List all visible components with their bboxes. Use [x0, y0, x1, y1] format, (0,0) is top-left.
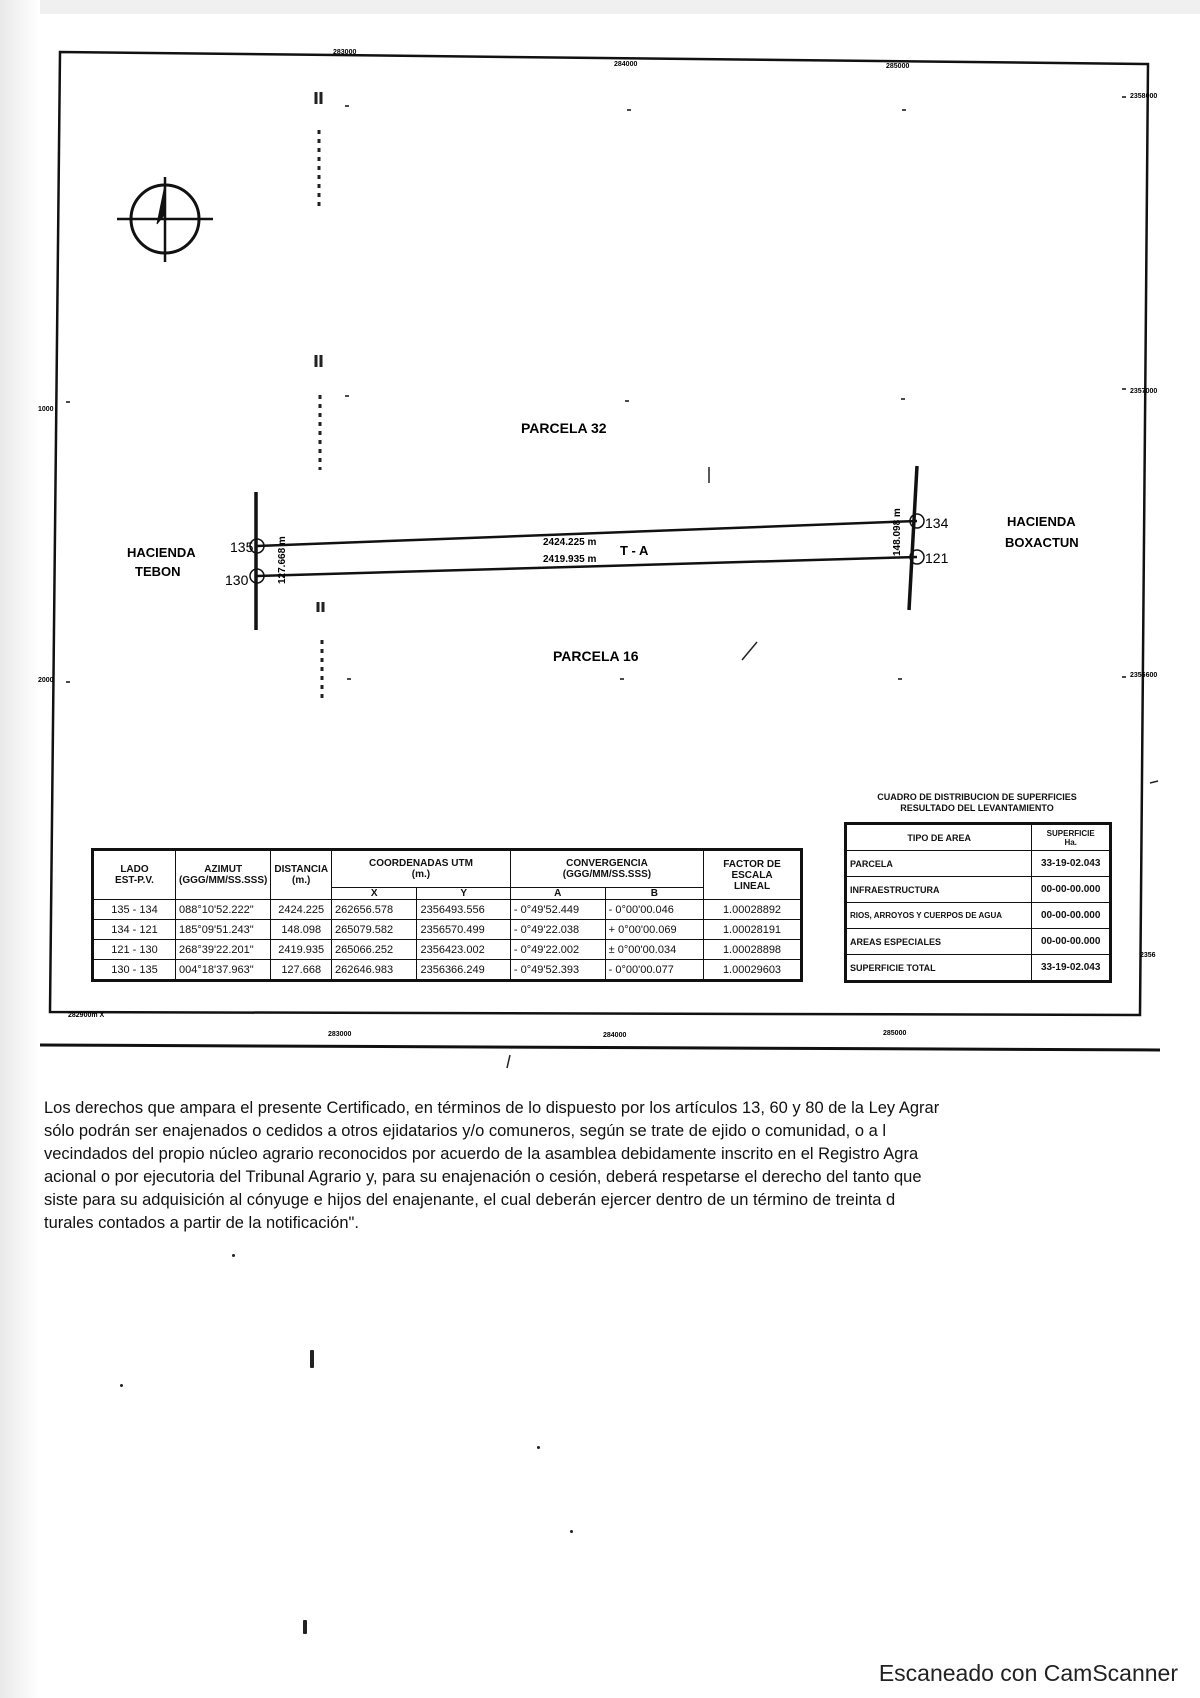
header-convergencia-label: CONVERGENCIA — [566, 858, 648, 869]
distribution-title-line-2: RESULTADO DEL LEVANTAMIENTO — [900, 803, 1054, 813]
paragraph-line: siste para su adquisición al cónyuge e hijos del enajenante, el cual deberán ejercer dentro de un término de treinta d — [44, 1191, 896, 1209]
header-b: B — [605, 888, 703, 900]
distribution-tipo: AREAS ESPECIALES — [846, 929, 1032, 955]
cell-y: 2356423.002 — [417, 940, 510, 960]
distribution-col-sup-unit: Ha. — [1064, 837, 1077, 847]
header-x: X — [332, 888, 417, 900]
cell-lado: 130 - 135 — [93, 960, 176, 981]
header-y: Y — [417, 888, 510, 900]
cell-azimut: 088°10'52.222" — [176, 900, 271, 920]
grid-corner-label: 282900m X — [68, 1012, 105, 1019]
cell-x: 265079.582 — [332, 920, 417, 940]
header-factor-line-3: LINEAL — [733, 880, 771, 892]
header-lado — [93, 850, 176, 900]
header-factor-line-1: FACTOR DE — [723, 858, 781, 870]
grid-right-y-3: 2356600 — [1130, 672, 1158, 679]
grid-right-y-4: 2356 — [1140, 952, 1156, 959]
header-convergencia-unit: (GGG/MM/SS.SSS) — [562, 869, 652, 880]
header-distancia — [271, 850, 332, 900]
cell-b: ± 0°00'00.034 — [605, 940, 703, 960]
cell-distancia: 2424.225 — [271, 900, 332, 920]
distribution-col-sup — [1032, 824, 1111, 851]
coordinates-header-row — [93, 850, 802, 888]
grid-top-x-3: 285000 — [886, 63, 910, 70]
table-row — [846, 955, 1111, 982]
table-row — [93, 940, 802, 960]
cell-distancia: 127.668 — [271, 960, 332, 981]
tract-label: T - A — [620, 543, 649, 558]
grid-crosses — [66, 97, 1126, 682]
vertex-121-label: 121 — [925, 550, 949, 566]
cell-y: 2356570.499 — [417, 920, 510, 940]
scan-dot — [570, 1530, 573, 1533]
distribution-tipo: SUPERFICIE TOTAL — [846, 955, 1032, 982]
grid-bottom-x-2: 284000 — [603, 1032, 627, 1039]
distribution-table — [844, 822, 1112, 983]
grid-left-y-2: 2000 — [38, 677, 54, 684]
distance-west-label: 127.668 m — [277, 536, 288, 584]
paragraph-line: Los derechos que ampara el presente Certificado, en términos de lo dispuesto por los artículos 13, 60 y 80 de la Ley Agrar — [44, 1099, 940, 1117]
parcela-north-label: PARCELA 32 — [521, 420, 607, 436]
scan-dot — [537, 1446, 540, 1449]
hacienda-east-label-2: BOXACTUN — [1005, 535, 1079, 550]
paragraph-line: sólo podrán ser enajenados o cedidos a otros ejidatarios y/o comuneros, según se trate de ejido o comunidad, o a l — [44, 1122, 887, 1140]
cell-lado: 135 - 134 — [93, 900, 176, 920]
distribution-header-row — [846, 824, 1111, 851]
table-row — [846, 851, 1111, 877]
distribution-sup: 33-19-02.043 — [1032, 955, 1111, 982]
header-distancia-label: DISTANCIA — [274, 864, 329, 875]
scan-dot — [232, 1254, 235, 1257]
header-coordenadas-label: COORDENADAS UTM — [369, 858, 473, 869]
paragraph-line: turales contados a partir de la notificación". — [44, 1214, 359, 1232]
paragraph-line: vecindados del propio núcleo agrario reconocidos por acuerdo de la asamblea debidamente inscrito en el Registro Agra — [44, 1145, 919, 1163]
distribution-title-line-1: CUADRO DE DISTRIBUCION DE SUPERFICIES — [877, 792, 1077, 802]
coordinates-table — [91, 848, 803, 982]
separator-line — [40, 1045, 1160, 1050]
distribution-table-title — [852, 792, 1102, 814]
header-a: A — [510, 888, 605, 900]
scanner-watermark: Escaneado con CamScanner — [878, 1660, 1178, 1686]
table-row — [93, 920, 802, 940]
cell-factor: 1.00028892 — [704, 900, 802, 920]
distribution-sup: 00-00-00.000 — [1032, 903, 1111, 929]
cell-a: - 0°49'22.002 — [510, 940, 605, 960]
grid-top-x-1: 283000 — [333, 49, 357, 56]
cell-b: - 0°00'00.046 — [605, 900, 703, 920]
cell-distancia: 148.098 — [271, 920, 332, 940]
cell-a: - 0°49'52.449 — [510, 900, 605, 920]
cell-y: 2356366.249 — [417, 960, 510, 981]
distribution-tipo: RIOS, ARROYOS Y CUERPOS DE AGUA — [846, 903, 1032, 929]
distribution-tipo: INFRAESTRUCTURA — [846, 877, 1032, 903]
header-convergencia — [510, 850, 703, 888]
parcel-polygon — [250, 466, 924, 630]
vertex-135-label: 135 — [230, 539, 254, 555]
grid-left-y-1: 1000 — [38, 406, 54, 413]
grid-right-y-2: 2357000 — [1130, 388, 1158, 395]
north-arrow — [117, 177, 213, 262]
scan-dot — [310, 1350, 314, 1368]
paragraph-line: acional o por ejecutoria del Tribunal Agrario y, para su enajenación o cesión, deberá respetarse el derecho del tanto que — [44, 1168, 922, 1186]
distance-bottom-label: 2419.935 m — [543, 554, 597, 565]
distribution-col-sup-label: SUPERFICIE — [1046, 828, 1095, 838]
table-row — [846, 903, 1111, 929]
cell-a: - 0°49'52.393 — [510, 960, 605, 981]
cell-x: 265066.252 — [332, 940, 417, 960]
grid-bottom-x-3: 285000 — [883, 1030, 907, 1037]
header-factor — [704, 850, 802, 900]
vertex-134-label: 134 — [925, 515, 949, 531]
hacienda-west-label-2: TEBON — [135, 564, 181, 579]
distribution-col-tipo: TIPO DE AREA — [846, 824, 1032, 851]
distribution-tipo: PARCELA — [846, 851, 1032, 877]
header-distancia-unit: (m.) — [292, 875, 311, 886]
cell-a: - 0°49'22.038 — [510, 920, 605, 940]
header-lado-label: LADO — [120, 864, 149, 875]
cell-lado: 134 - 121 — [93, 920, 176, 940]
header-estpv-label: EST-P.V. — [115, 875, 154, 886]
parcela-south-label: PARCELA 16 — [553, 648, 639, 664]
table-row — [846, 877, 1111, 903]
cell-factor: 1.00029603 — [704, 960, 802, 981]
grid-top-x-2: 284000 — [614, 61, 638, 68]
distance-east-label: 148.098 m — [892, 508, 903, 556]
hacienda-east-label-1: HACIENDA — [1007, 514, 1076, 529]
distance-top-label: 2424.225 m — [543, 537, 597, 548]
cell-azimut: 185°09'51.243" — [176, 920, 271, 940]
table-row — [93, 900, 802, 920]
scan-dot — [303, 1620, 307, 1634]
table-row — [93, 960, 802, 981]
distribution-sup: 33-19-02.043 — [1032, 851, 1111, 877]
cell-lado: 121 - 130 — [93, 940, 176, 960]
cell-azimut: 004°18'37.963" — [176, 960, 271, 981]
header-azimut — [176, 850, 271, 900]
grid-bottom-x-1: 283000 — [328, 1031, 352, 1038]
hacienda-west-label-1: HACIENDA — [127, 545, 196, 560]
cell-distancia: 2419.935 — [271, 940, 332, 960]
table-row — [846, 929, 1111, 955]
cell-x: 262656.578 — [332, 900, 417, 920]
cell-azimut: 268°39'22.201" — [176, 940, 271, 960]
distribution-sup: 00-00-00.000 — [1032, 877, 1111, 903]
cell-x: 262646.983 — [332, 960, 417, 981]
cell-b: - 0°00'00.077 — [605, 960, 703, 981]
legal-paragraph — [44, 1097, 1172, 1235]
header-factor-line-2: ESCALA — [731, 869, 773, 881]
cell-factor: 1.00028191 — [704, 920, 802, 940]
cell-y: 2356493.556 — [417, 900, 510, 920]
scan-dot — [120, 1384, 123, 1387]
cell-factor: 1.00028898 — [704, 940, 802, 960]
vertex-130-label: 130 — [225, 572, 249, 588]
grid-right-y-1: 2358000 — [1130, 93, 1158, 100]
scan-smudges — [319, 130, 322, 700]
header-azimut-unit: (GGG/MM/SS.SSS) — [179, 875, 268, 886]
header-azimut-label: AZIMUT — [204, 864, 243, 875]
header-coordenadas — [332, 850, 511, 888]
distribution-sup: 00-00-00.000 — [1032, 929, 1111, 955]
header-coordenadas-unit: (m.) — [411, 869, 431, 880]
cell-b: + 0°00'00.069 — [605, 920, 703, 940]
